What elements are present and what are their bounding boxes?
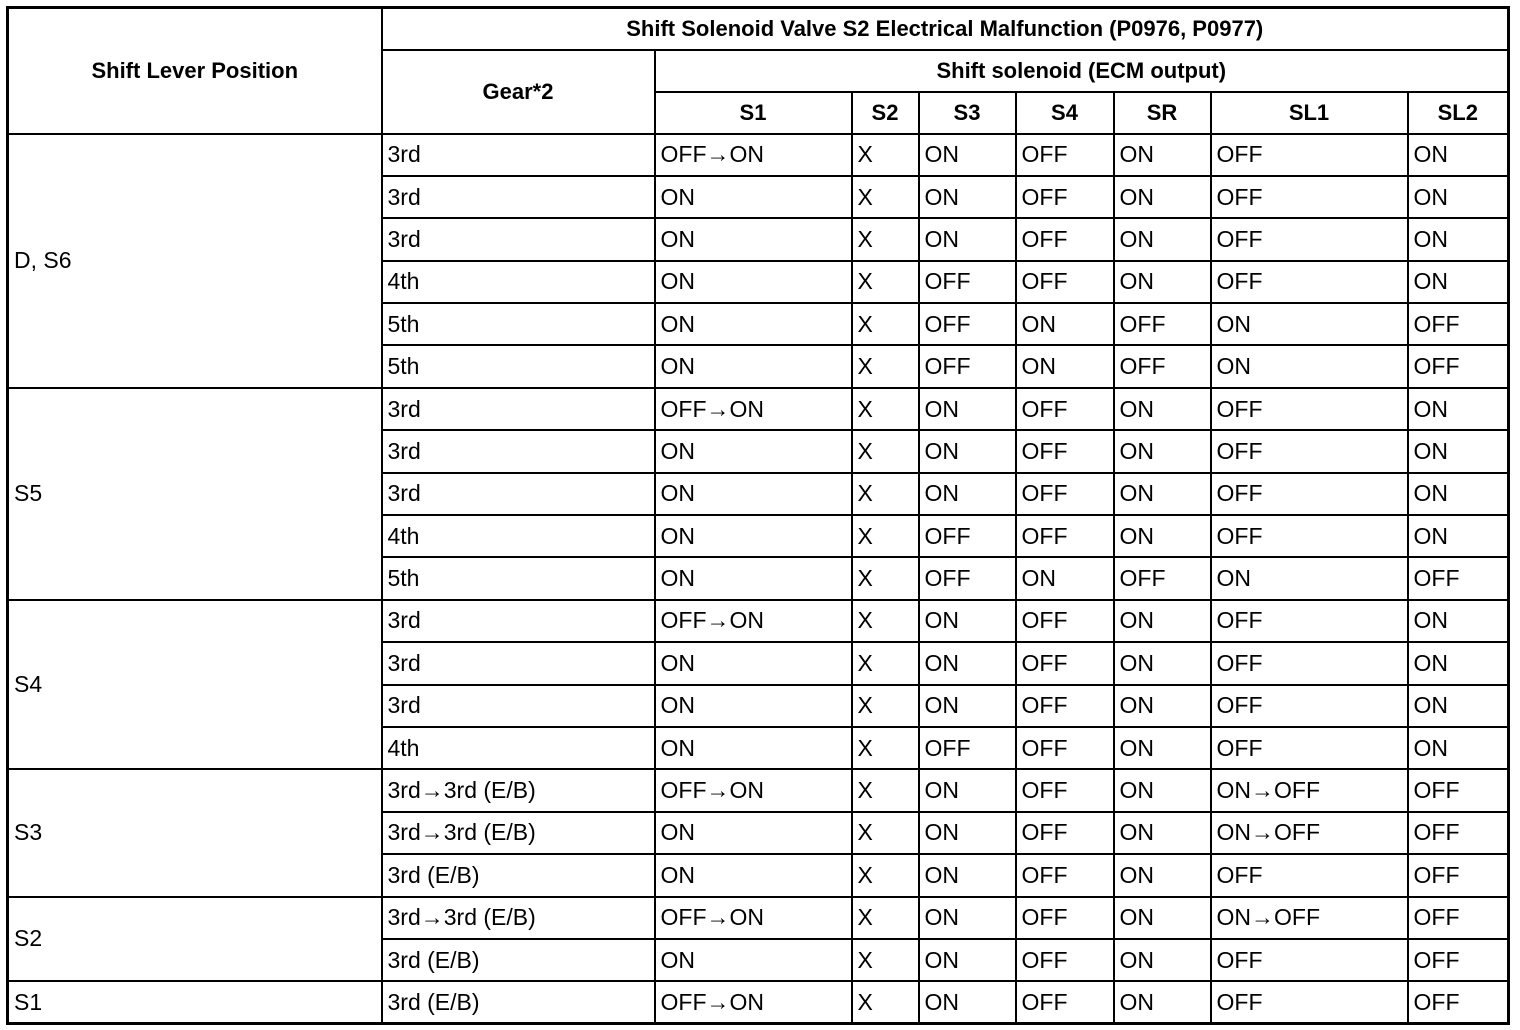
s3-cell: ON bbox=[919, 388, 1016, 430]
s4-cell: OFF bbox=[1016, 727, 1114, 769]
s1-cell: OFF→ON bbox=[655, 134, 852, 176]
header-sl2: SL2 bbox=[1408, 92, 1509, 134]
sl2-cell: OFF bbox=[1408, 812, 1509, 854]
sr-cell: ON bbox=[1114, 218, 1211, 260]
s2-cell: X bbox=[852, 388, 919, 430]
s1-cell: ON bbox=[655, 939, 852, 981]
sr-cell: ON bbox=[1114, 642, 1211, 684]
header-malfunction-title: Shift Solenoid Valve S2 Electrical Malfunction (P0976, P0977) bbox=[382, 8, 1509, 50]
s3-cell: OFF bbox=[919, 727, 1016, 769]
sl2-cell: ON bbox=[1408, 600, 1509, 642]
sr-cell: ON bbox=[1114, 769, 1211, 811]
s3-cell: ON bbox=[919, 642, 1016, 684]
s2-cell: X bbox=[852, 345, 919, 387]
sl2-cell: OFF bbox=[1408, 769, 1509, 811]
sl1-cell: ON bbox=[1211, 557, 1408, 599]
solenoid-malfunction-table bbox=[6, 6, 1510, 1025]
sl2-cell: OFF bbox=[1408, 854, 1509, 896]
table-row bbox=[8, 600, 1509, 642]
sr-cell: ON bbox=[1114, 473, 1211, 515]
s1-cell: ON bbox=[655, 515, 852, 557]
header-s1: S1 bbox=[655, 92, 852, 134]
s1-cell: ON bbox=[655, 261, 852, 303]
sl2-cell: ON bbox=[1408, 515, 1509, 557]
sr-cell: ON bbox=[1114, 897, 1211, 939]
sl1-cell: OFF bbox=[1211, 642, 1408, 684]
sr-cell: OFF bbox=[1114, 557, 1211, 599]
s3-cell: OFF bbox=[919, 261, 1016, 303]
sl1-cell: OFF bbox=[1211, 473, 1408, 515]
s2-cell: X bbox=[852, 685, 919, 727]
sl1-cell: OFF bbox=[1211, 600, 1408, 642]
header-shift-lever-position: Shift Lever Position bbox=[8, 8, 382, 134]
sl1-cell: OFF bbox=[1211, 261, 1408, 303]
s2-cell: X bbox=[852, 176, 919, 218]
s1-cell: ON bbox=[655, 685, 852, 727]
s4-cell: OFF bbox=[1016, 218, 1114, 260]
s2-cell: X bbox=[852, 854, 919, 896]
sr-cell: ON bbox=[1114, 727, 1211, 769]
s4-cell: OFF bbox=[1016, 769, 1114, 811]
sl2-cell: ON bbox=[1408, 473, 1509, 515]
sr-cell: ON bbox=[1114, 515, 1211, 557]
header-gear: Gear*2 bbox=[382, 50, 655, 134]
s2-cell: X bbox=[852, 812, 919, 854]
gear-cell: 5th bbox=[382, 345, 655, 387]
s3-cell: ON bbox=[919, 939, 1016, 981]
s3-cell: ON bbox=[919, 854, 1016, 896]
s3-cell: ON bbox=[919, 812, 1016, 854]
gear-cell: 4th bbox=[382, 261, 655, 303]
sr-cell: ON bbox=[1114, 388, 1211, 430]
s4-cell: OFF bbox=[1016, 388, 1114, 430]
sl1-cell: OFF bbox=[1211, 430, 1408, 472]
shift-lever-position-cell: S3 bbox=[8, 769, 382, 896]
s4-cell: OFF bbox=[1016, 897, 1114, 939]
s3-cell: ON bbox=[919, 685, 1016, 727]
s4-cell: OFF bbox=[1016, 261, 1114, 303]
sl1-cell: OFF bbox=[1211, 854, 1408, 896]
table-row bbox=[8, 134, 1509, 176]
sl1-cell: ON→OFF bbox=[1211, 897, 1408, 939]
s1-cell: ON bbox=[655, 218, 852, 260]
s3-cell: ON bbox=[919, 600, 1016, 642]
sr-cell: ON bbox=[1114, 600, 1211, 642]
sr-cell: ON bbox=[1114, 261, 1211, 303]
shift-lever-position-cell: S4 bbox=[8, 600, 382, 770]
header-sr: SR bbox=[1114, 92, 1211, 134]
s3-cell: OFF bbox=[919, 303, 1016, 345]
sl2-cell: ON bbox=[1408, 685, 1509, 727]
s2-cell: X bbox=[852, 769, 919, 811]
sl2-cell: ON bbox=[1408, 430, 1509, 472]
shift-lever-position-cell: D, S6 bbox=[8, 134, 382, 388]
s4-cell: OFF bbox=[1016, 854, 1114, 896]
gear-cell: 3rd bbox=[382, 134, 655, 176]
gear-cell: 5th bbox=[382, 557, 655, 599]
s1-cell: ON bbox=[655, 854, 852, 896]
sl2-cell: OFF bbox=[1408, 345, 1509, 387]
sl2-cell: ON bbox=[1408, 642, 1509, 684]
sr-cell: ON bbox=[1114, 939, 1211, 981]
sl2-cell: ON bbox=[1408, 727, 1509, 769]
table-row bbox=[8, 388, 1509, 430]
gear-cell: 3rd (E/B) bbox=[382, 939, 655, 981]
s2-cell: X bbox=[852, 515, 919, 557]
sl2-cell: OFF bbox=[1408, 897, 1509, 939]
gear-cell: 3rd bbox=[382, 218, 655, 260]
s3-cell: ON bbox=[919, 218, 1016, 260]
s4-cell: OFF bbox=[1016, 812, 1114, 854]
s1-cell: ON bbox=[655, 345, 852, 387]
gear-cell: 3rd bbox=[382, 388, 655, 430]
s3-cell: ON bbox=[919, 134, 1016, 176]
sr-cell: ON bbox=[1114, 430, 1211, 472]
s4-cell: ON bbox=[1016, 557, 1114, 599]
sl1-cell: ON→OFF bbox=[1211, 769, 1408, 811]
sl2-cell: OFF bbox=[1408, 939, 1509, 981]
sr-cell: ON bbox=[1114, 176, 1211, 218]
s1-cell: OFF→ON bbox=[655, 388, 852, 430]
s1-cell: ON bbox=[655, 642, 852, 684]
sl2-cell: OFF bbox=[1408, 557, 1509, 599]
sl1-cell: OFF bbox=[1211, 727, 1408, 769]
s2-cell: X bbox=[852, 303, 919, 345]
s1-cell: ON bbox=[655, 473, 852, 515]
s4-cell: ON bbox=[1016, 345, 1114, 387]
sr-cell: ON bbox=[1114, 685, 1211, 727]
gear-cell: 4th bbox=[382, 515, 655, 557]
s4-cell: OFF bbox=[1016, 939, 1114, 981]
sl1-cell: OFF bbox=[1211, 685, 1408, 727]
gear-cell: 3rd bbox=[382, 176, 655, 218]
gear-cell: 3rd→3rd (E/B) bbox=[382, 812, 655, 854]
header-sl1: SL1 bbox=[1211, 92, 1408, 134]
s3-cell: ON bbox=[919, 897, 1016, 939]
s2-cell: X bbox=[852, 642, 919, 684]
s4-cell: OFF bbox=[1016, 473, 1114, 515]
header-s4: S4 bbox=[1016, 92, 1114, 134]
s3-cell: OFF bbox=[919, 557, 1016, 599]
sl1-cell: ON bbox=[1211, 303, 1408, 345]
s2-cell: X bbox=[852, 600, 919, 642]
s1-cell: ON bbox=[655, 557, 852, 599]
sl2-cell: ON bbox=[1408, 261, 1509, 303]
sl1-cell: OFF bbox=[1211, 218, 1408, 260]
s2-cell: X bbox=[852, 557, 919, 599]
s2-cell: X bbox=[852, 939, 919, 981]
sl1-cell: OFF bbox=[1211, 176, 1408, 218]
s3-cell: ON bbox=[919, 176, 1016, 218]
sl1-cell: OFF bbox=[1211, 515, 1408, 557]
sl1-cell: OFF bbox=[1211, 981, 1408, 1023]
s3-cell: ON bbox=[919, 430, 1016, 472]
sr-cell: ON bbox=[1114, 134, 1211, 176]
gear-cell: 3rd (E/B) bbox=[382, 981, 655, 1023]
header-shift-solenoid: Shift solenoid (ECM output) bbox=[655, 50, 1509, 92]
gear-cell: 3rd bbox=[382, 642, 655, 684]
sl2-cell: OFF bbox=[1408, 981, 1509, 1023]
s2-cell: X bbox=[852, 261, 919, 303]
s4-cell: ON bbox=[1016, 303, 1114, 345]
sl2-cell: ON bbox=[1408, 218, 1509, 260]
gear-cell: 3rd bbox=[382, 685, 655, 727]
table-row bbox=[8, 769, 1509, 811]
s4-cell: OFF bbox=[1016, 600, 1114, 642]
shift-lever-position-cell: S2 bbox=[8, 897, 382, 982]
table-row bbox=[8, 981, 1509, 1023]
shift-lever-position-cell: S1 bbox=[8, 981, 382, 1023]
s2-cell: X bbox=[852, 430, 919, 472]
s1-cell: ON bbox=[655, 430, 852, 472]
table-row bbox=[8, 897, 1509, 939]
s1-cell: ON bbox=[655, 303, 852, 345]
gear-cell: 3rd bbox=[382, 600, 655, 642]
s2-cell: X bbox=[852, 981, 919, 1023]
sl1-cell: OFF bbox=[1211, 388, 1408, 430]
s4-cell: OFF bbox=[1016, 685, 1114, 727]
s3-cell: ON bbox=[919, 769, 1016, 811]
s3-cell: OFF bbox=[919, 515, 1016, 557]
sr-cell: OFF bbox=[1114, 303, 1211, 345]
gear-cell: 5th bbox=[382, 303, 655, 345]
sl1-cell: ON bbox=[1211, 345, 1408, 387]
sr-cell: ON bbox=[1114, 812, 1211, 854]
s2-cell: X bbox=[852, 473, 919, 515]
sl2-cell: ON bbox=[1408, 176, 1509, 218]
gear-cell: 3rd bbox=[382, 430, 655, 472]
s4-cell: OFF bbox=[1016, 134, 1114, 176]
sl2-cell: OFF bbox=[1408, 303, 1509, 345]
s1-cell: OFF→ON bbox=[655, 981, 852, 1023]
gear-cell: 3rd→3rd (E/B) bbox=[382, 897, 655, 939]
s2-cell: X bbox=[852, 218, 919, 260]
table-header bbox=[8, 8, 1509, 134]
s1-cell: ON bbox=[655, 812, 852, 854]
s1-cell: OFF→ON bbox=[655, 769, 852, 811]
s4-cell: OFF bbox=[1016, 176, 1114, 218]
sr-cell: OFF bbox=[1114, 345, 1211, 387]
s1-cell: ON bbox=[655, 727, 852, 769]
s3-cell: ON bbox=[919, 981, 1016, 1023]
s4-cell: OFF bbox=[1016, 515, 1114, 557]
sr-cell: ON bbox=[1114, 854, 1211, 896]
sl2-cell: ON bbox=[1408, 388, 1509, 430]
gear-cell: 3rd (E/B) bbox=[382, 854, 655, 896]
gear-cell: 4th bbox=[382, 727, 655, 769]
sr-cell: ON bbox=[1114, 981, 1211, 1023]
table-body bbox=[8, 134, 1509, 1024]
s2-cell: X bbox=[852, 727, 919, 769]
sl2-cell: ON bbox=[1408, 134, 1509, 176]
sl1-cell: OFF bbox=[1211, 134, 1408, 176]
s1-cell: ON bbox=[655, 176, 852, 218]
s3-cell: ON bbox=[919, 473, 1016, 515]
shift-lever-position-cell: S5 bbox=[8, 388, 382, 600]
s4-cell: OFF bbox=[1016, 430, 1114, 472]
header-s2: S2 bbox=[852, 92, 919, 134]
sl1-cell: OFF bbox=[1211, 939, 1408, 981]
s1-cell: OFF→ON bbox=[655, 897, 852, 939]
gear-cell: 3rd→3rd (E/B) bbox=[382, 769, 655, 811]
sl1-cell: ON→OFF bbox=[1211, 812, 1408, 854]
s1-cell: OFF→ON bbox=[655, 600, 852, 642]
header-s3: S3 bbox=[919, 92, 1016, 134]
gear-cell: 3rd bbox=[382, 473, 655, 515]
s3-cell: OFF bbox=[919, 345, 1016, 387]
s2-cell: X bbox=[852, 134, 919, 176]
s2-cell: X bbox=[852, 897, 919, 939]
s4-cell: OFF bbox=[1016, 642, 1114, 684]
s4-cell: OFF bbox=[1016, 981, 1114, 1023]
